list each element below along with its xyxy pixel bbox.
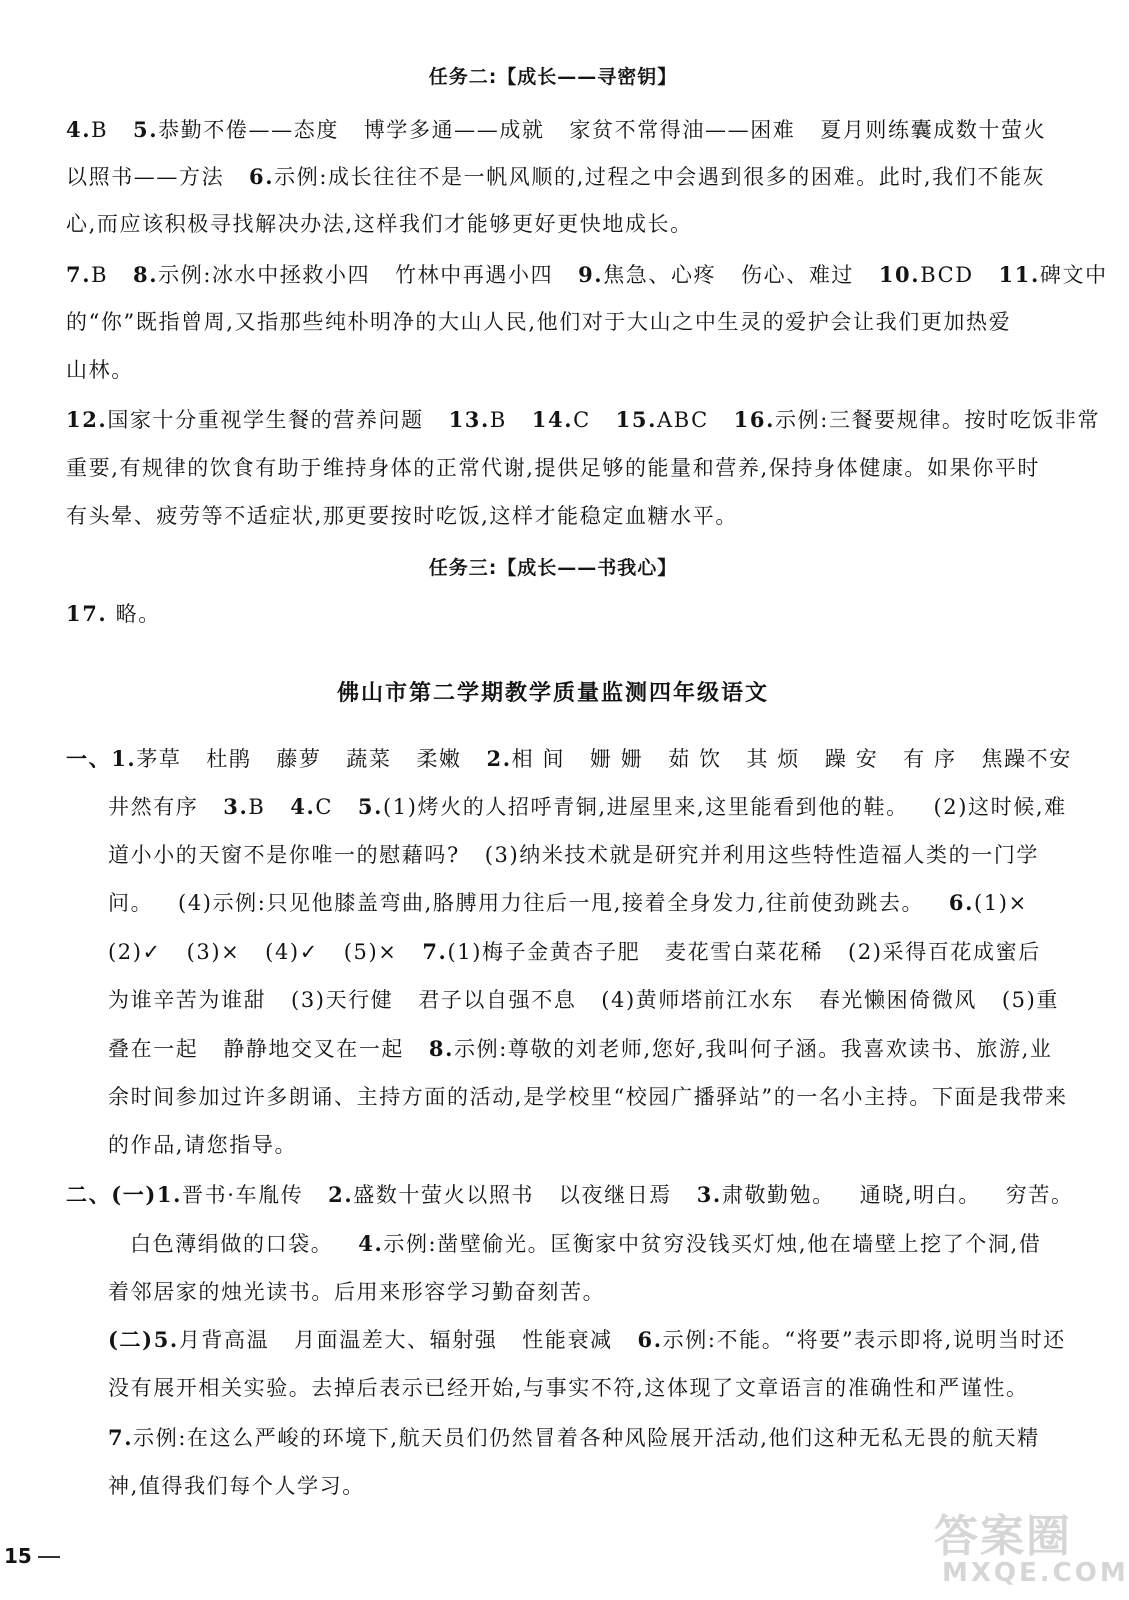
watermark-logo: [930, 1500, 1129, 1596]
task2-line-2: 以照书——方法 6.示例:成长往往不是一帆风顺的,过程之中会遇到很多的困难。此时,我们不能灰: [66, 164, 1046, 189]
section2-line-5: 没有展开相关实验。去掉后表示已经开始,与事实不符,这体现了文章语言的准确性和严谨性。: [108, 1376, 1029, 1400]
section2-line-6: 7.示例:在这么严峻的环境下,航天员们仍然冒着各种风险展开活动,他们这种无私无畏的航天精: [108, 1425, 1040, 1450]
task2-line-7: 12.国家十分重视学生餐的营养问题 13.B 14.C 15.ABC 16.示例:三餐要规律。按时吃饭非常: [66, 407, 1101, 432]
section1-line-9: 的作品,请您指导。: [108, 1133, 298, 1157]
task2-line-1: 4.B 5.恭勤不倦——态度 博学多通——成就 家贫不常得油——困难 夏月则练囊成数十萤火: [66, 117, 1047, 142]
section2-line-1: 二、(一)1.晋书·车胤传 2.盛数十萤火以照书 以夜继日焉 3.肃敬勤勉。 通晓,明白。 穷苦。: [66, 1182, 1074, 1207]
section1-line-5: (2)✓ (3)× (4)✓ (5)× 7.(1)梅子金黄杏子肥 麦花雪白菜花稀 (2)采得百花成蜜后: [108, 939, 1041, 964]
task2-title: 任务二:【成长——寻密钥】: [428, 66, 678, 88]
section1-line-4: 问。 (4)示例:只见他膝盖弯曲,胳膊用力往后一甩,接着全身发力,往前使劲跳去。 6.(1)×: [108, 890, 1028, 915]
task3-answer: 17. 略。: [66, 601, 161, 626]
section1-line-8: 余时间参加过许多朗诵、主持方面的活动,是学校里“校园广播驿站”的一名小主持。下面是我带来: [108, 1085, 1068, 1109]
section2-line-7: 神,值得我们每个人学习。: [108, 1474, 365, 1498]
section2-line-3: 着邻居家的烛光读书。后用来形容学习勤奋刻苦。: [108, 1280, 606, 1304]
task2-line-4: 7.B 8.示例:冰水中拯救小四 竹林中再遇小四 9.焦急、心疼 伤心、难过 10.BCD 11.碑文中: [66, 262, 1108, 287]
task2-line-9: 有头晕、疲劳等不适症状,那更要按时吃饭,这样才能稳定血糖水平。: [66, 504, 738, 528]
watermark-text-top: 答案圈: [934, 1511, 1072, 1562]
page-number-dash: [38, 1556, 60, 1558]
page-number: 15: [4, 1544, 32, 1568]
section1-line-2: 井然有序 3.B 4.C 5.(1)烤火的人招呼青铜,进屋里来,这里能看到他的鞋。 (2)这时候,难: [108, 794, 1067, 819]
section1-line-7: 叠在一起 静静地交叉在一起 8.示例:尊敬的刘老师,您好,我叫何子涵。我喜欢读书、旅游,业: [108, 1036, 1053, 1061]
section1-line-6: 为谁辛苦为谁甜 (3)天行健 君子以自强不息 (4)黄师塔前江水东 春光懒困倚微风 (5)重: [108, 988, 1060, 1012]
task2-line-8: 重要,有规律的饮食有助于维持身体的正常代谢,提供足够的能量和营养,保持身体健康。如果你平时: [66, 456, 1041, 480]
section2-line-2: 白色薄绢做的口袋。 4.示例:凿壁偷光。匡衡家中贫穷没钱买灯烛,他在墙壁上挖了个洞,借: [130, 1231, 1042, 1256]
task2-line-3: 心,而应该积极寻找解决办法,这样我们才能够更好更快地成长。: [66, 212, 693, 236]
task2-line-5: 的“你”既指曾周,又指那些纯朴明净的大山人民,他们对于大山之中生灵的爱护会让我们更加热爱: [66, 310, 1012, 334]
task3-title: 任务三:【成长——书我心】: [428, 557, 678, 579]
exam-title: 佛山市第二学期教学质量监测四年级语文: [336, 681, 769, 706]
section1-line-3: 道小小的天窗不是你唯一的慰藉吗? (3)纳米技术就是研究并利用这些特性造福人类的一门学: [108, 843, 1040, 867]
watermark-text-bottom: MXQE.COM: [942, 1558, 1129, 1588]
section1-line-1: 一、1.茅草 杜鹃 藤萝 蔬菜 柔嫩 2.相 间 姗 姗 茹 饮 其 烦 躁 安 有 序 焦躁不安: [66, 746, 1072, 771]
section2-line-4: (二)5.月背高温 月面温差大、辐射强 性能衰减 6.示例:不能。“将要”表示即将,说明当时还: [108, 1327, 1066, 1352]
task2-line-6: 山林。: [66, 358, 134, 382]
